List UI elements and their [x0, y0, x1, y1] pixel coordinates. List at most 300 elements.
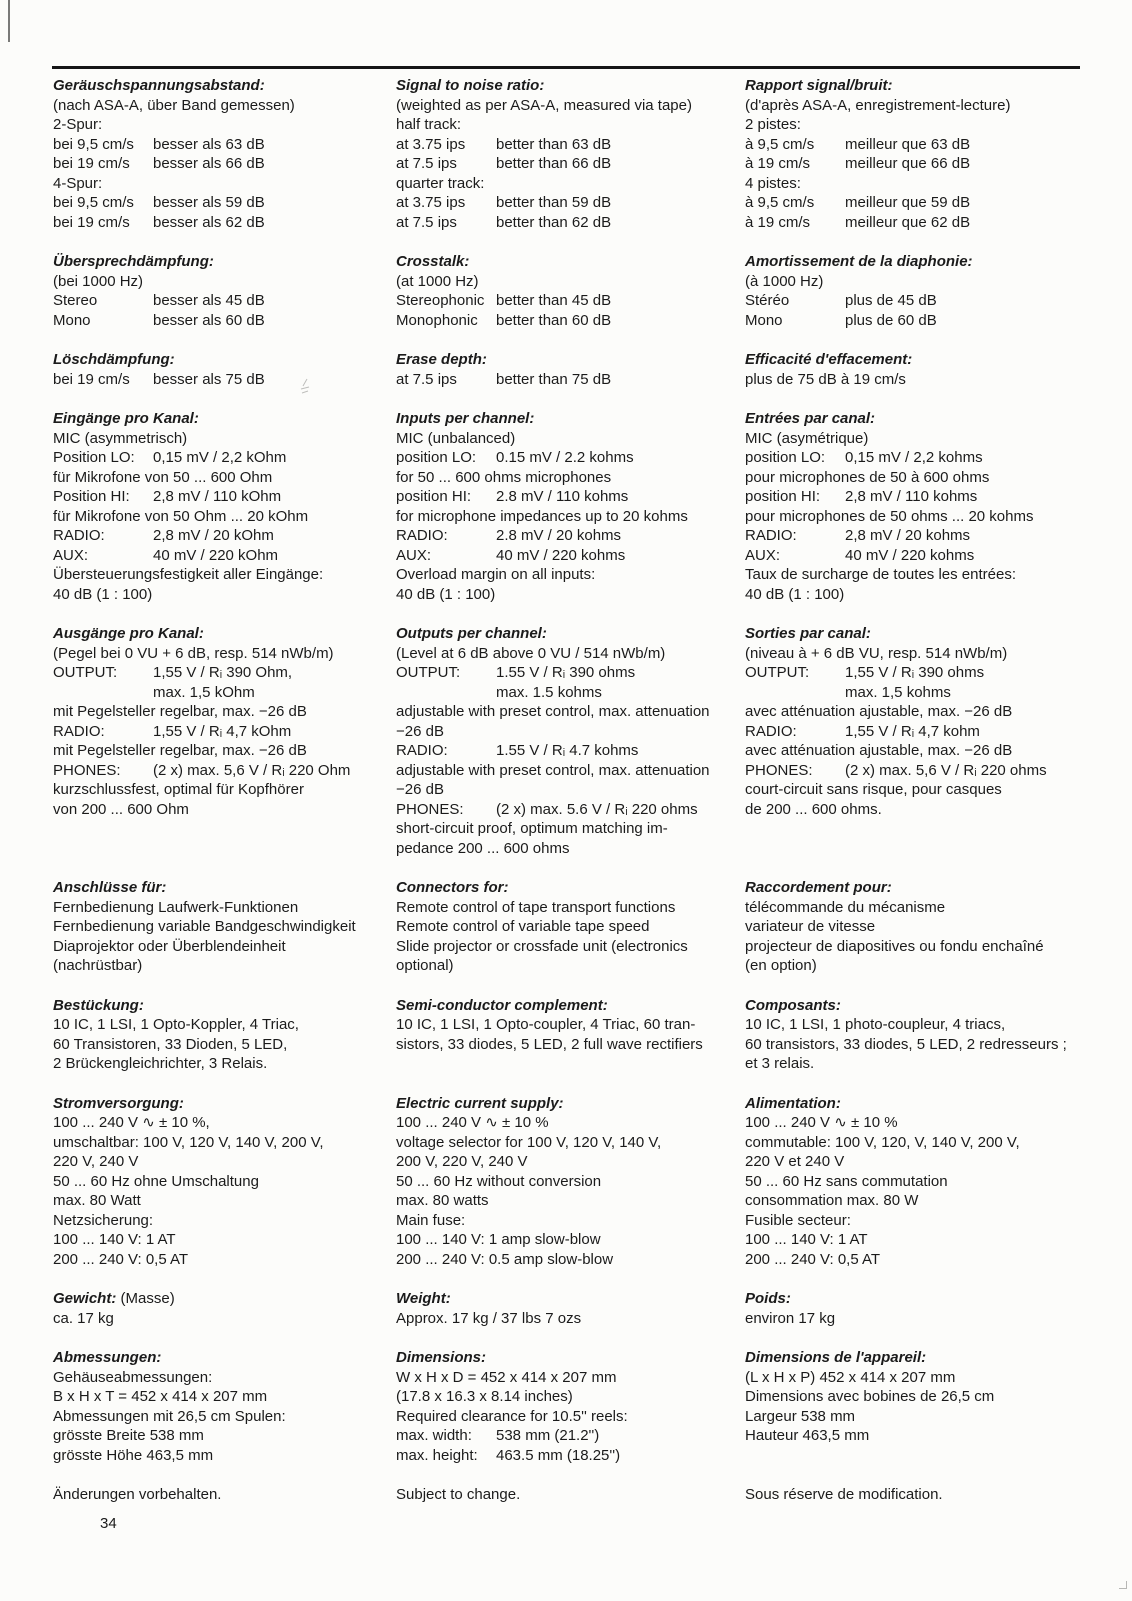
spec-line: Approx. 17 kg / 37 lbs 7 ozs: [396, 1309, 582, 1327]
spec-section: [745, 878, 1080, 976]
section-title-text: Connectors for:: [396, 879, 509, 896]
spec-line: Abmessungen mit 26,5 cm Spulen:: [53, 1407, 286, 1425]
spec-section: [745, 996, 1080, 1074]
spec-line: (Pegel bei 0 VU + 6 dB, resp. 514 nWb/m): [53, 644, 334, 662]
spec-value: meilleur que 63 dB: [845, 135, 971, 153]
spec-line: commutable: 100 V, 120, V, 140 V, 200 V,: [745, 1133, 1020, 1151]
spec-value: 1.55 V / Rᵢ 390 ohms: [496, 664, 636, 681]
spec-pair-line: [745, 722, 1080, 742]
spec-pair-line: [396, 1446, 726, 1466]
spec-label: OUTPUT:: [396, 664, 461, 681]
spec-pair-line: [745, 663, 1080, 683]
spec-section: [396, 1348, 726, 1465]
spec-value: better than 62 dB: [496, 213, 612, 231]
section-heading: [745, 252, 1080, 272]
spec-value: better than 60 dB: [496, 311, 612, 329]
spec-line: Übersteuerungsfestigkeit aller Eingänge:: [53, 566, 324, 583]
spec-value: 1,55 V / Rᵢ 4,7 kohm: [845, 722, 980, 740]
spec-section: [745, 1348, 1080, 1465]
section-title-text: Signal to noise ratio:: [396, 77, 545, 94]
spec-label: max. height:: [396, 1446, 478, 1464]
section-heading: [396, 76, 726, 96]
spec-value: 2.8 mV / 20 kohms: [496, 527, 622, 544]
spec-value: (2 x) max. 5,6 V / Rᵢ 220 ohms: [845, 761, 1047, 779]
spec-label: Stereophonic: [396, 292, 485, 309]
spec-line: pour microphones de 50 ohms ... 20 kohms: [745, 507, 1034, 525]
spec-pair-line: [53, 291, 373, 311]
spec-line: 40 dB (1 : 100): [53, 585, 153, 603]
spec-section: [745, 1289, 1080, 1328]
spec-line: 10 IC, 1 LSI, 1 Opto-coupler, 4 Triac, 60 tran-: [396, 1016, 696, 1033]
spec-line: quarter track:: [396, 174, 485, 192]
section-title-text: Ausgänge pro Kanal:: [53, 625, 204, 642]
section-heading: [396, 252, 726, 272]
spec-line: (Level at 6 dB above 0 VU / 514 nWb/m): [396, 644, 666, 662]
section-title-text: Geräuschspannungsabstand:: [53, 77, 265, 94]
spec-line: (17.8 x 16.3 x 8.14 inches): [396, 1388, 573, 1405]
section-heading: [53, 996, 373, 1016]
spec-line: max. 80 watts: [396, 1192, 489, 1209]
spec-section: [53, 1348, 373, 1465]
spec-pair-line: [53, 683, 373, 703]
column-french: [745, 76, 1080, 1505]
spec-pair-line: [396, 135, 726, 155]
spec-line: 4-Spur:: [53, 174, 103, 192]
section-title-text: Dimensions de l'appareil:: [745, 1349, 927, 1366]
spec-line: Largeur 538 mm: [745, 1407, 856, 1425]
section-title-text: Stromversorgung:: [53, 1094, 184, 1112]
spec-label: Stéréo: [745, 292, 790, 309]
spec-value: better than 45 dB: [496, 292, 612, 309]
spec-label: RADIO:: [396, 742, 448, 759]
spec-line: Netzsicherung:: [53, 1211, 154, 1229]
spec-section: [396, 1094, 726, 1270]
spec-label: at 7.5 ips: [396, 370, 457, 388]
spec-value: meilleur que 59 dB: [845, 194, 971, 211]
spec-line: de 200 ... 600 ohms.: [745, 800, 882, 818]
spec-line: (d'après ASA-A, enregistrement-lecture): [745, 96, 1011, 114]
spec-label: [53, 683, 153, 703]
spec-line: court-circuit sans risque, pour casques: [745, 781, 1002, 798]
spec-line: 100 ... 140 V: 1 AT: [745, 1231, 868, 1248]
spec-value: max. 1,5 kohms: [845, 683, 951, 701]
spec-pair-line: [396, 370, 726, 390]
section-heading: [53, 624, 373, 644]
section-heading: [745, 1348, 1080, 1368]
spec-line: 220 V et 240 V: [745, 1153, 845, 1170]
spec-line: (nach ASA-A, über Band gemessen): [53, 96, 295, 114]
spec-line: 40 dB (1 : 100): [396, 585, 496, 603]
spec-line: projecteur de diapositives ou fondu enchaîné: [745, 937, 1044, 955]
spec-label: at 7.5 ips: [396, 213, 457, 231]
spec-line: grösste Höhe 463,5 mm: [53, 1446, 214, 1464]
spec-line: télécommande du mécanisme: [745, 898, 946, 916]
spec-line: half track:: [396, 116, 462, 133]
spec-label: RADIO:: [396, 527, 448, 544]
spec-line: voltage selector for 100 V, 120 V, 140 V,: [396, 1133, 662, 1151]
spec-value: besser als 62 dB: [153, 213, 265, 231]
section-title-text: Dimensions:: [396, 1349, 487, 1366]
spec-value: 2,8 mV / 110 kOhm: [153, 488, 282, 505]
top-divider-rule: [52, 66, 1080, 69]
spec-label: Position HI:: [53, 488, 130, 505]
footer-note: Subject to change.: [396, 1486, 521, 1503]
spec-pair-line: [53, 487, 373, 507]
spec-label: bei 9,5 cm/s: [53, 135, 134, 153]
spec-line: pour microphones de 50 à 600 ohms: [745, 468, 990, 486]
section-heading: [53, 350, 373, 370]
spec-pair-line: [745, 526, 1080, 546]
spec-line: optional): [396, 957, 454, 974]
spec-label: [745, 683, 845, 703]
spec-line: (à 1000 Hz): [745, 272, 824, 290]
spec-label: [396, 683, 496, 703]
spec-pair-line: [745, 448, 1080, 468]
spec-pair-line: [396, 800, 726, 820]
spec-pair-line: [53, 311, 373, 331]
spec-label: AUX:: [396, 546, 432, 564]
spec-value: 1,55 V / Rᵢ 390 Ohm,: [153, 664, 293, 681]
spec-label: bei 19 cm/s: [53, 370, 130, 388]
section-heading: [396, 409, 726, 429]
spec-pair-line: [53, 154, 373, 174]
spec-section: [396, 878, 726, 976]
spec-line: adjustable with preset control, max. attenuation: [396, 761, 710, 779]
section-title-text: Bestückung:: [53, 996, 144, 1014]
spec-line: MIC (asymmetrisch): [53, 429, 188, 447]
section-title-text: Poids:: [745, 1290, 791, 1307]
section-title-text: Rapport signal/bruit:: [745, 77, 893, 94]
section-heading: [53, 1289, 373, 1309]
section-title-text: Übersprechdämpfung:: [53, 253, 214, 270]
spec-pair-line: [396, 663, 726, 683]
spec-label: RADIO:: [53, 722, 105, 740]
page-number: 34: [100, 1514, 117, 1532]
spec-pair-line: [396, 448, 726, 468]
spec-value: 1,55 V / Rᵢ 4,7 kOhm: [153, 722, 292, 740]
spec-pair-line: [53, 448, 373, 468]
spec-label: Stereo: [53, 292, 98, 309]
spec-value: 40 mV / 220 kohms: [845, 546, 975, 564]
spec-label: bei 19 cm/s: [53, 213, 130, 231]
spec-line: max. 80 Watt: [53, 1192, 141, 1209]
section-heading: [53, 252, 373, 272]
spec-line: Main fuse:: [396, 1211, 466, 1229]
spec-line: environ 17 kg: [745, 1309, 836, 1327]
spec-value: 0,15 mV / 2,2 kOhm: [153, 449, 287, 466]
spec-line: Dimensions avec bobines de 26,5 cm: [745, 1388, 995, 1405]
spec-line: et 3 relais.: [745, 1055, 815, 1072]
spec-value: 0,15 mV / 2,2 kohms: [845, 449, 983, 466]
spec-section: [396, 252, 726, 330]
spec-value: (2 x) max. 5.6 V / Rᵢ 220 ohms: [496, 800, 698, 818]
spec-value: 538 mm (21.2''): [496, 1427, 600, 1444]
spec-value: better than 63 dB: [496, 135, 612, 153]
spec-section: [396, 409, 726, 604]
section-heading: [745, 624, 1080, 644]
spec-value: 0.15 mV / 2.2 kohms: [496, 449, 634, 466]
spec-pair-line: [396, 213, 726, 233]
spec-line: 100 ... 240 V ∿ ± 10 %: [745, 1114, 898, 1131]
spec-line: (L x H x P) 452 x 414 x 207 mm: [745, 1368, 956, 1386]
spec-line: MIC (asymétrique): [745, 429, 869, 447]
spec-label: à 19 cm/s: [745, 155, 811, 172]
spec-label: AUX:: [745, 546, 781, 564]
spec-label: AUX:: [53, 546, 89, 564]
section-title-text: Anschlüsse für:: [53, 879, 167, 896]
spec-line: mit Pegelsteller regelbar, max. −26 dB: [53, 703, 307, 720]
section-heading: [53, 878, 373, 898]
spec-line: 10 IC, 1 LSI, 1 photo-coupleur, 4 triacs,: [745, 1016, 1006, 1033]
spec-line: (niveau à + 6 dB VU, resp. 514 nWb/m): [745, 644, 1008, 662]
spec-value: max. 1.5 kohms: [496, 683, 602, 701]
spec-value: besser als 75 dB: [153, 370, 265, 388]
spec-line: 50 ... 60 Hz without conversion: [396, 1172, 602, 1190]
spec-value: 1,55 V / Rᵢ 390 ohms: [845, 664, 985, 681]
spec-label: PHONES:: [53, 761, 121, 779]
spec-pair-line: [53, 193, 373, 213]
section-title-text: Gewicht:: [53, 1290, 117, 1307]
spec-label: OUTPUT:: [745, 664, 810, 681]
spec-label: Position LO:: [53, 449, 135, 466]
spec-line: grösste Breite 538 mm: [53, 1427, 204, 1444]
spec-pair-line: [53, 722, 373, 742]
spec-line: (at 1000 Hz): [396, 272, 479, 290]
section-title-text: Raccordement pour:: [745, 879, 892, 896]
section-heading: [53, 409, 373, 429]
spec-line: 2 Brückengleichrichter, 3 Relais.: [53, 1055, 268, 1072]
spec-value: besser als 63 dB: [153, 135, 265, 153]
spec-pair-line: [396, 193, 726, 213]
spec-line: Slide projector or crossfade unit (electronics: [396, 937, 688, 955]
spec-line: Remote control of tape transport functions: [396, 898, 676, 916]
spec-label: position HI:: [745, 488, 821, 505]
spec-line: short-circuit proof, optimum matching im-: [396, 820, 668, 837]
spec-value: meilleur que 66 dB: [845, 155, 971, 172]
spec-pair-line: [396, 546, 726, 566]
spec-pair-line: [53, 761, 373, 781]
spec-section: [53, 1094, 373, 1270]
section-heading: [745, 409, 1080, 429]
spec-value: besser als 66 dB: [153, 155, 265, 172]
spec-line: Fusible secteur:: [745, 1211, 851, 1229]
section-heading: [396, 1094, 726, 1114]
spec-line: 100 ... 240 V ∿ ± 10 %,: [53, 1114, 210, 1131]
section-heading: [396, 1289, 726, 1309]
spec-value: 2.8 mV / 110 kohms: [496, 488, 629, 505]
spec-line: 50 ... 60 Hz ohne Umschaltung: [53, 1172, 259, 1190]
spec-label: PHONES:: [745, 761, 813, 779]
spec-pair-line: [745, 683, 1080, 703]
spec-value: 40 mV / 220 kohms: [496, 546, 626, 564]
spec-line: −26 dB: [396, 781, 444, 798]
spec-line: (weighted as per ASA-A, measured via tape): [396, 96, 692, 114]
spec-line: von 200 ... 600 Ohm: [53, 800, 189, 818]
section-title-text: Löschdämpfung:: [53, 351, 175, 368]
section-heading: [745, 350, 1080, 370]
spec-line: (en option): [745, 957, 817, 974]
section-heading: [745, 76, 1080, 96]
spec-pair-line: [396, 487, 726, 507]
spec-label: PHONES:: [396, 800, 464, 818]
spec-line: Taux de surcharge de toutes les entrées:: [745, 566, 1016, 583]
spec-label: à 9,5 cm/s: [745, 194, 815, 211]
spec-pair-line: [396, 311, 726, 331]
section-heading: [53, 1094, 373, 1114]
section-heading: [396, 878, 726, 898]
spec-line: B x H x T = 452 x 414 x 207 mm: [53, 1388, 268, 1405]
spec-line: Hauteur 463,5 mm: [745, 1427, 870, 1444]
section-heading: [396, 996, 726, 1016]
spec-section: [745, 76, 1080, 232]
spec-line: 50 ... 60 Hz sans commutation: [745, 1172, 948, 1190]
spec-pair-line: [396, 154, 726, 174]
spec-line: 100 ... 140 V: 1 AT: [53, 1231, 176, 1248]
footer-note: Änderungen vorbehalten.: [53, 1486, 222, 1503]
spec-section: [745, 624, 1080, 858]
spec-value: max. 1,5 kOhm: [153, 683, 255, 701]
spec-line: Overload margin on all inputs:: [396, 566, 596, 583]
spec-pair-line: [745, 135, 1080, 155]
column-german: [53, 76, 373, 1533]
spec-pair-line: [745, 311, 1080, 331]
section-title-text: Entrées par canal:: [745, 410, 876, 427]
spec-section: [53, 1289, 373, 1328]
section-title-text: Erase depth:: [396, 351, 487, 368]
spec-value: plus de 45 dB: [845, 292, 937, 309]
section-heading: [745, 1289, 1080, 1309]
section-title-text: Semi-conductor complement:: [396, 996, 608, 1014]
spec-line: sistors, 33 diodes, 5 LED, 2 full wave rectifiers: [396, 1035, 703, 1053]
spec-pair-line: [396, 526, 726, 546]
spec-line: avec atténuation ajustable, max. −26 dB: [745, 703, 1013, 720]
spec-label: bei 9,5 cm/s: [53, 194, 134, 211]
spec-line: 60 transistors, 33 diodes, 5 LED, 2 redresseurs ;: [745, 1035, 1067, 1053]
spec-value: 2,8 mV / 20 kOhm: [153, 527, 274, 544]
spec-value: better than 75 dB: [496, 370, 612, 388]
spec-line: Required clearance for 10.5'' reels:: [396, 1407, 628, 1425]
spec-section: [745, 350, 1080, 389]
spec-label: position LO:: [396, 449, 477, 466]
spec-line: adjustable with preset control, max. attenuation: [396, 703, 710, 720]
section-title-suffix: (Masse): [120, 1290, 175, 1307]
spec-line: for 50 ... 600 ohms microphones: [396, 468, 612, 486]
spec-label: Mono: [53, 311, 91, 329]
section-title-text: Electric current supply:: [396, 1094, 564, 1112]
spec-value: besser als 60 dB: [153, 311, 265, 329]
spec-line: 40 dB (1 : 100): [745, 585, 845, 603]
spec-line: avec atténuation ajustable, max. −26 dB: [745, 742, 1013, 759]
section-title-text: Sorties par canal:: [745, 625, 871, 642]
spec-label: position HI:: [396, 488, 472, 505]
spec-line: 2 pistes:: [745, 116, 801, 133]
scan-edge-artifact: [8, 0, 10, 42]
spec-section: [745, 409, 1080, 604]
section-title-text: Composants:: [745, 996, 841, 1014]
spec-line: Diaprojektor oder Überblendeinheit: [53, 937, 286, 955]
spec-label: at 3.75 ips: [396, 135, 466, 153]
spec-line: 200 ... 240 V: 0,5 AT: [745, 1250, 881, 1268]
spec-pair-line: [745, 487, 1080, 507]
spec-line: −26 dB: [396, 722, 444, 740]
spec-line: 4 pistes:: [745, 174, 801, 192]
spec-pair-line: [745, 213, 1080, 233]
spec-value: 2,8 mV / 20 kohms: [845, 527, 971, 544]
section-title-text: Alimentation:: [745, 1094, 841, 1112]
section-title-text: Inputs per channel:: [396, 410, 535, 427]
spec-value: 463.5 mm (18.25''): [496, 1446, 621, 1464]
spec-section: [53, 350, 373, 389]
spec-pair-line: [53, 546, 373, 566]
spec-value: (2 x) max. 5,6 V / Rᵢ 220 Ohm: [153, 761, 351, 779]
spec-pair-line: [745, 193, 1080, 213]
spec-section: [396, 350, 726, 389]
spec-label: at 7.5 ips: [396, 155, 457, 172]
spec-value: 2,8 mV / 110 kohms: [845, 488, 978, 505]
spec-line: variateur de vitesse: [745, 918, 876, 935]
spec-line: Gehäuseabmessungen:: [53, 1368, 213, 1386]
section-heading: [745, 996, 1080, 1016]
section-title-text: Outputs per channel:: [396, 625, 547, 642]
section-title-text: Crosstalk:: [396, 253, 470, 270]
section-heading: [396, 1348, 726, 1368]
spec-label: bei 19 cm/s: [53, 155, 130, 172]
spec-pair-line: [745, 291, 1080, 311]
spec-line: mit Pegelsteller regelbar, max. −26 dB: [53, 742, 307, 759]
spec-line: 200 ... 240 V: 0.5 amp slow-blow: [396, 1250, 614, 1268]
section-heading: [53, 76, 373, 96]
spec-line: 200 ... 240 V: 0,5 AT: [53, 1250, 189, 1268]
spec-pair-line: [53, 370, 373, 390]
scan-corner-artifact: [1119, 1581, 1127, 1589]
spec-label: at 3.75 ips: [396, 194, 466, 211]
spec-line: 200 V, 220 V, 240 V: [396, 1153, 528, 1170]
spec-label: OUTPUT:: [53, 664, 118, 681]
spec-line: (bei 1000 Hz): [53, 272, 144, 290]
section-title-text: Weight:: [396, 1290, 451, 1307]
spec-line: 60 Transistoren, 33 Dioden, 5 LED,: [53, 1035, 288, 1053]
spec-value: plus de 60 dB: [845, 311, 937, 329]
spec-pair-line: [396, 291, 726, 311]
spec-section: [53, 624, 373, 858]
spec-line: for microphone impedances up to 20 kohms: [396, 507, 688, 525]
spec-value: 40 mV / 220 kOhm: [153, 546, 279, 564]
spec-label: à 9,5 cm/s: [745, 135, 815, 153]
section-title-text: Efficacité d'effacement:: [745, 351, 913, 368]
spec-value: besser als 59 dB: [153, 194, 265, 211]
spec-line: consommation max. 80 W: [745, 1192, 919, 1209]
section-heading: [745, 878, 1080, 898]
spec-line: Fernbedienung Laufwerk-Funktionen: [53, 898, 299, 916]
spec-value: better than 59 dB: [496, 194, 612, 211]
section-title-text: Amortissement de la diaphonie:: [745, 253, 973, 270]
spec-value: besser als 45 dB: [153, 292, 265, 309]
spec-line: W x H x D = 452 x 414 x 207 mm: [396, 1368, 617, 1386]
spec-line: plus de 75 dB à 19 cm/s: [745, 370, 906, 388]
spec-line: 100 ... 240 V ∿ ± 10 %: [396, 1114, 549, 1131]
spec-pair-line: [53, 663, 373, 683]
spec-section: [53, 76, 373, 232]
spec-pair-line: [53, 213, 373, 233]
column-english: [396, 76, 726, 1505]
spec-section: [53, 252, 373, 330]
spec-label: position LO:: [745, 449, 826, 466]
spec-value: better than 66 dB: [496, 155, 612, 172]
spec-pair-line: [745, 154, 1080, 174]
spec-section: [396, 1289, 726, 1328]
spec-line: 10 IC, 1 LSI, 1 Opto-Koppler, 4 Triac,: [53, 1016, 299, 1033]
spec-line: ca. 17 kg: [53, 1309, 114, 1327]
